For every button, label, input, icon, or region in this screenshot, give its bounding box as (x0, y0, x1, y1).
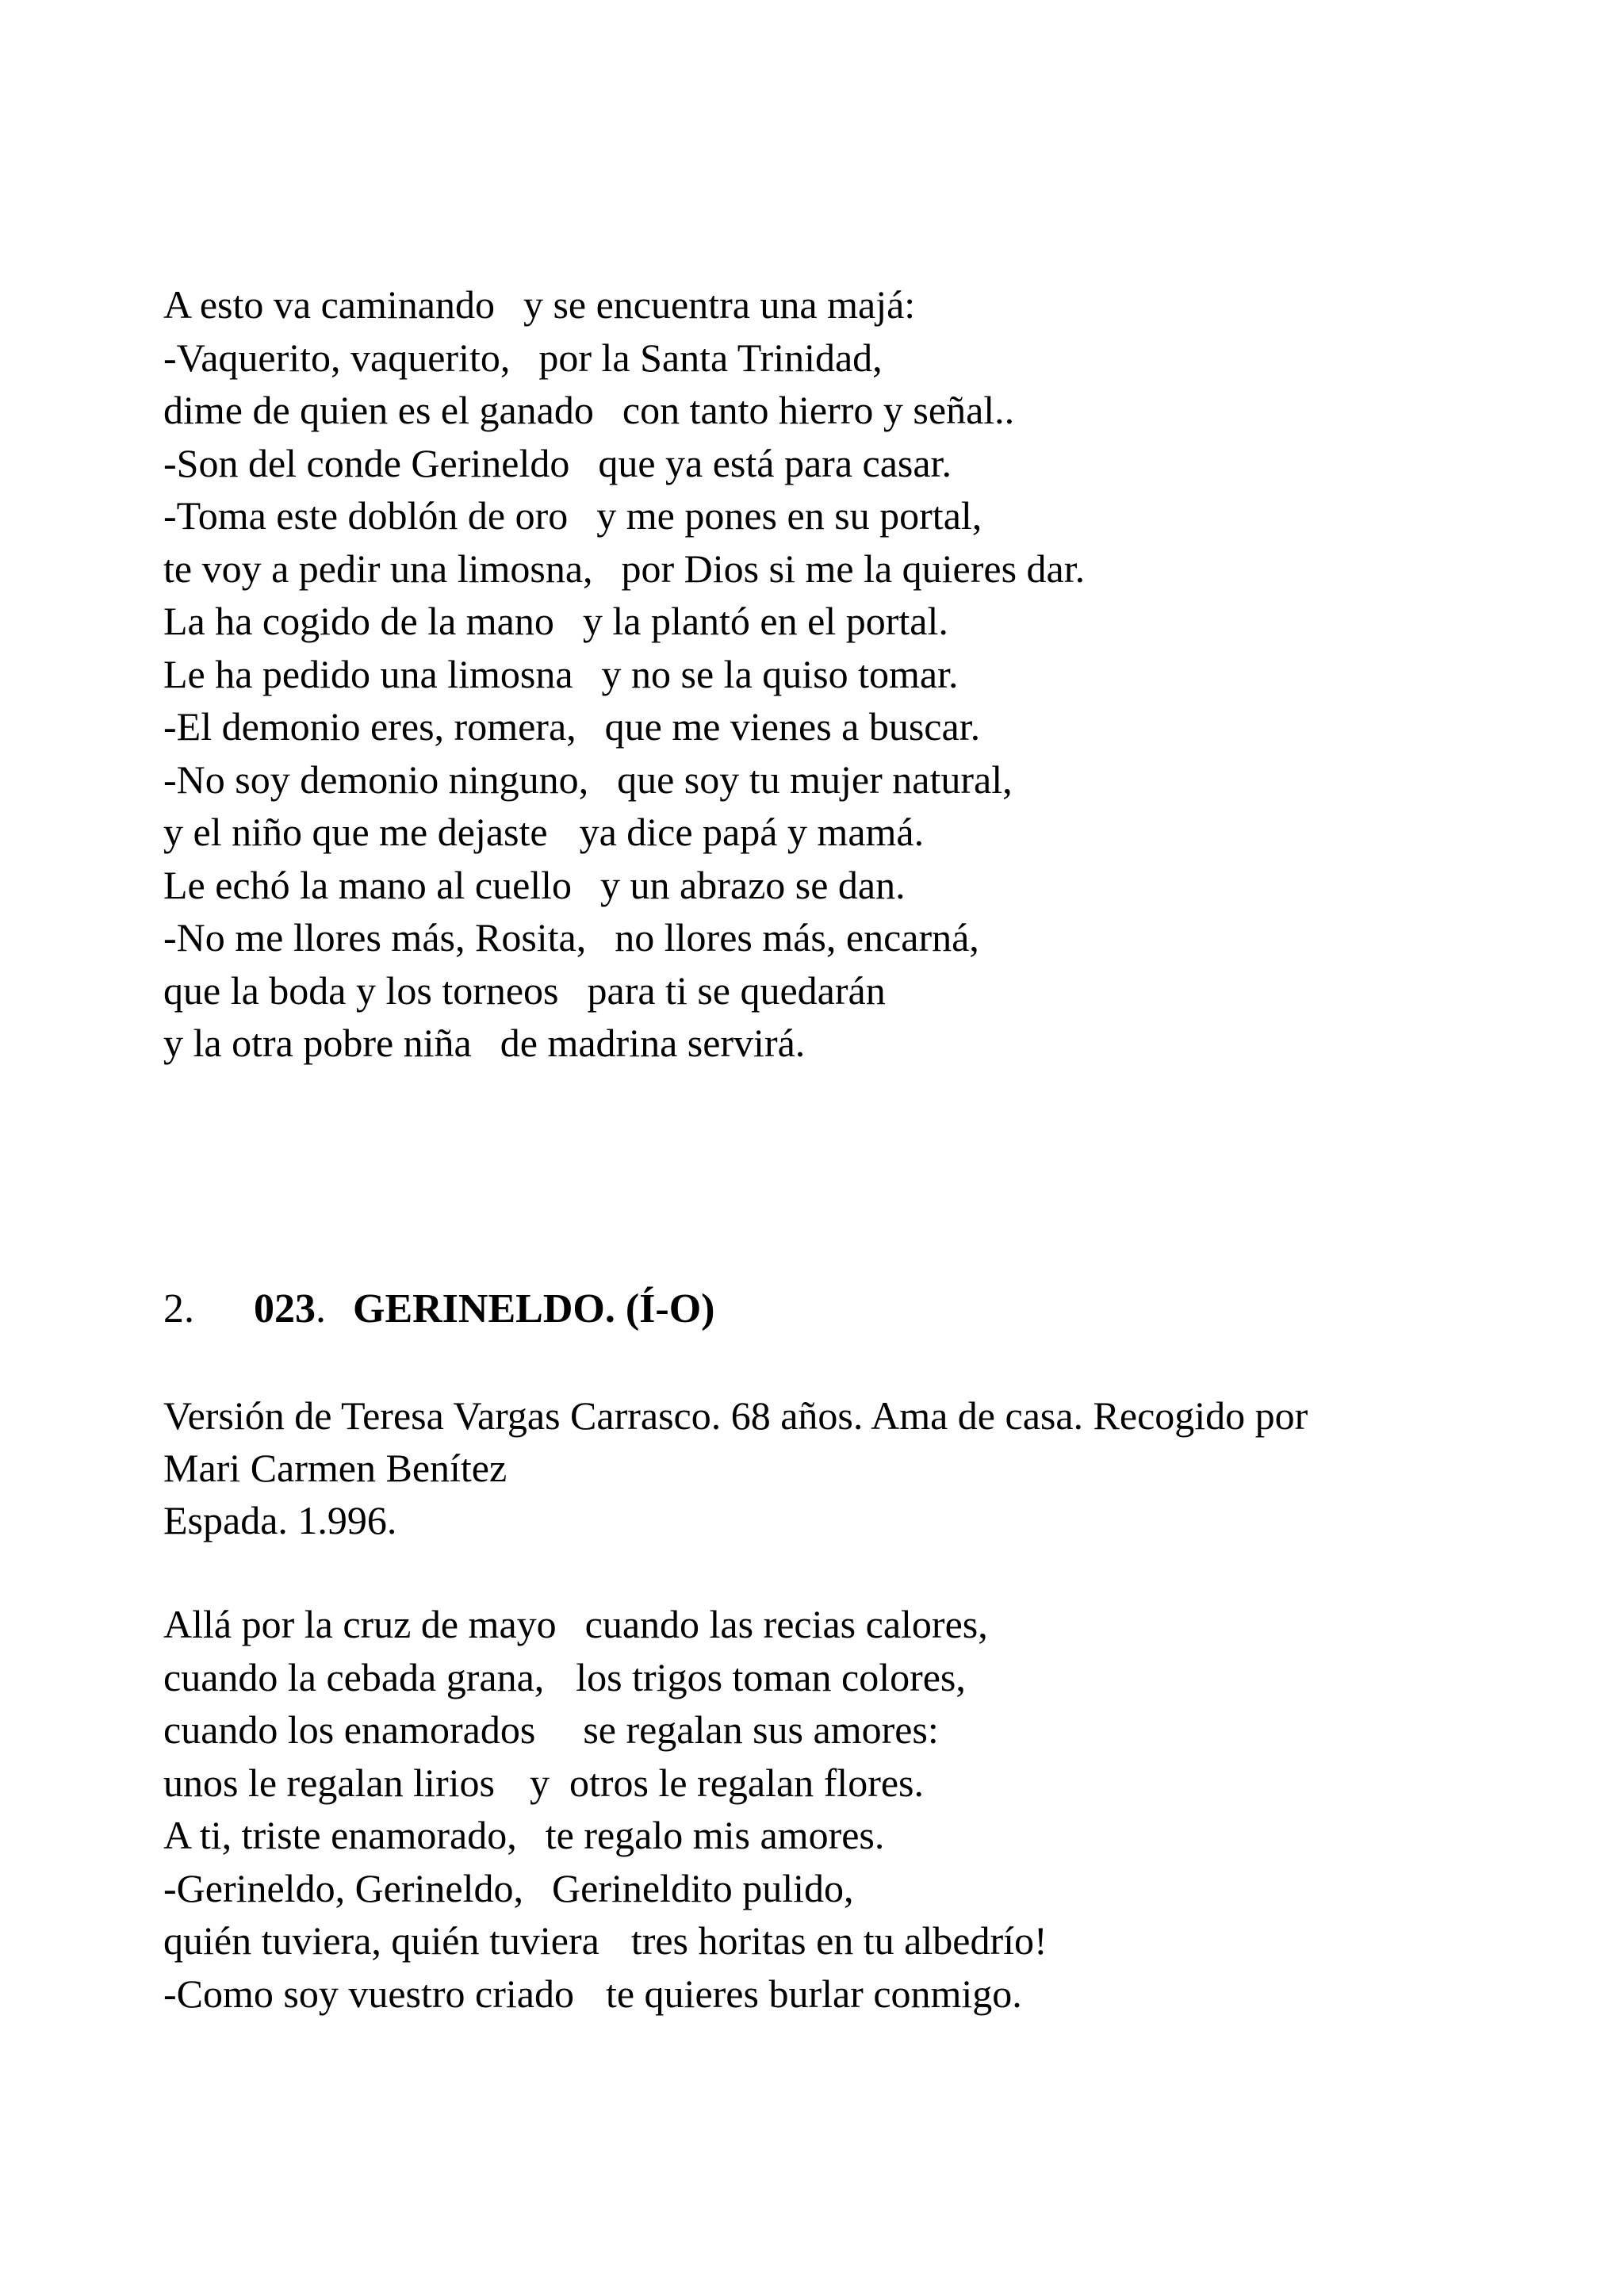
verse-first-half: -Vaquerito, vaquerito, (163, 335, 511, 380)
verse-second-half: y se encuentra una majá: (523, 282, 916, 327)
ballad-code-suffix: . (316, 1286, 326, 1331)
verse-first-half: A esto va caminando (163, 282, 495, 327)
verse-second-half: los trigos toman colores, (576, 1654, 966, 1699)
verse-second-half: por Dios si me la quieres dar. (621, 546, 1086, 591)
version-note (163, 1389, 1527, 1546)
verse-second-half: y la plantó en el portal. (582, 599, 948, 643)
verse-first-half: Allá por la cruz de mayo (163, 1602, 557, 1646)
verse-second-half: no llores más, encarná, (615, 915, 979, 960)
verse-line (163, 964, 1085, 1017)
verse-first-half: -Como soy vuestro criado (163, 1971, 574, 2016)
verse-second-half: que soy tu mujer natural, (617, 757, 1013, 802)
verse-first-half: -Gerineldo, Gerineldo, (163, 1865, 524, 1910)
verse-second-half: y otros le regalan flores. (529, 1760, 924, 1805)
verse-line (163, 1017, 1085, 1070)
verse-first-half: y la otra pobre niña (163, 1021, 472, 1065)
verse-first-half: -El demonio eres, romera, (163, 704, 576, 749)
verse-first-half: -Toma este doblón de oro (163, 493, 569, 538)
verse-second-half: cuando las recias calores, (584, 1602, 988, 1646)
verse-line (163, 753, 1085, 807)
verse-line (163, 806, 1085, 859)
verse-line (163, 595, 1085, 648)
verse-second-half: para ti se quedarán (587, 967, 886, 1013)
verse-line (163, 1967, 1048, 2021)
version-note-line: Mari Carmen Benítez (163, 1446, 508, 1490)
verse-first-half: -No soy demonio ninguno, (163, 757, 589, 802)
verse-first-half: Le echó la mano al cuello (163, 862, 573, 907)
verse-first-half: dime de quien es el ganado (163, 388, 594, 432)
verse-first-half: Le ha pedido una limosna (163, 651, 573, 696)
verse-line (163, 1809, 1048, 1862)
verse-second-half: tres horitas en tu albedrío! (630, 1918, 1048, 1963)
section-number: 2. (163, 1286, 194, 1331)
verse-second-half: se regalan sus amores: (583, 1707, 939, 1752)
verse-first-half: te voy a pedir una limosna, (163, 546, 593, 591)
verse-second-half: Gerineldito pulido, (552, 1865, 854, 1910)
section-heading (163, 1282, 714, 1336)
verse-second-half: y me pones en su portal, (596, 493, 982, 538)
verse-second-half: y no se la quiso tomar. (601, 651, 959, 696)
verse-first-half: -No me llores más, Rosita, (163, 915, 587, 960)
verse-line (163, 1862, 1048, 1915)
verse-first-half: La ha cogido de la mano (163, 599, 554, 643)
verse-line (163, 1757, 1048, 1810)
verse-line (163, 700, 1085, 753)
verse-second-half: y un abrazo se dan. (600, 862, 906, 907)
verse-line (163, 384, 1085, 437)
verse-first-half: A ti, triste enamorado, (163, 1813, 517, 1857)
verse-first-half: -Son del conde Gerineldo (163, 440, 570, 485)
verse-second-half: con tanto hierro y señal.. (622, 388, 1015, 432)
poem-stanza-2 (163, 1598, 1048, 2020)
ballad-title: GERINELDO. (Í-O) (353, 1286, 715, 1331)
verse-second-half: te quieres burlar conmigo. (605, 1971, 1022, 2016)
verse-second-half: te regalo mis amores. (545, 1813, 885, 1857)
version-note-line: Versión de Teresa Vargas Carrasco. 68 años. Ama de casa. Recogido por (163, 1393, 1308, 1438)
verse-line (163, 1651, 1048, 1704)
verse-line (163, 1914, 1048, 1967)
verse-first-half: quién tuviera, quién tuviera (163, 1918, 599, 1963)
verse-first-half: cuando la cebada grana, (163, 1654, 545, 1699)
verse-line (163, 648, 1085, 701)
verse-second-half: ya dice papá y mamá. (579, 810, 925, 854)
verse-line (163, 278, 1085, 331)
verse-first-half: y el niño que me dejaste (163, 810, 548, 854)
verse-second-half: que me vienes a buscar. (604, 704, 981, 749)
verse-first-half: cuando los enamorados (163, 1707, 536, 1752)
verse-line (163, 911, 1085, 964)
verse-line (163, 859, 1085, 912)
ballad-code: 023 (254, 1286, 316, 1331)
verse-second-half: de madrina servirá. (500, 1021, 806, 1065)
version-note-line: Espada. 1.996. (163, 1498, 397, 1542)
poem-stanza-1 (163, 278, 1085, 1070)
verse-first-half: unos le regalan lirios (163, 1760, 495, 1805)
verse-second-half: por la Santa Trinidad, (538, 335, 883, 380)
verse-line (163, 489, 1085, 542)
verse-line (163, 1598, 1048, 1651)
verse-line (163, 1703, 1048, 1757)
verse-second-half: que ya está para casar. (598, 440, 952, 485)
verse-first-half: que la boda y los torneos (163, 967, 559, 1013)
verse-line (163, 437, 1085, 490)
verse-line (163, 331, 1085, 385)
verse-line (163, 542, 1085, 596)
